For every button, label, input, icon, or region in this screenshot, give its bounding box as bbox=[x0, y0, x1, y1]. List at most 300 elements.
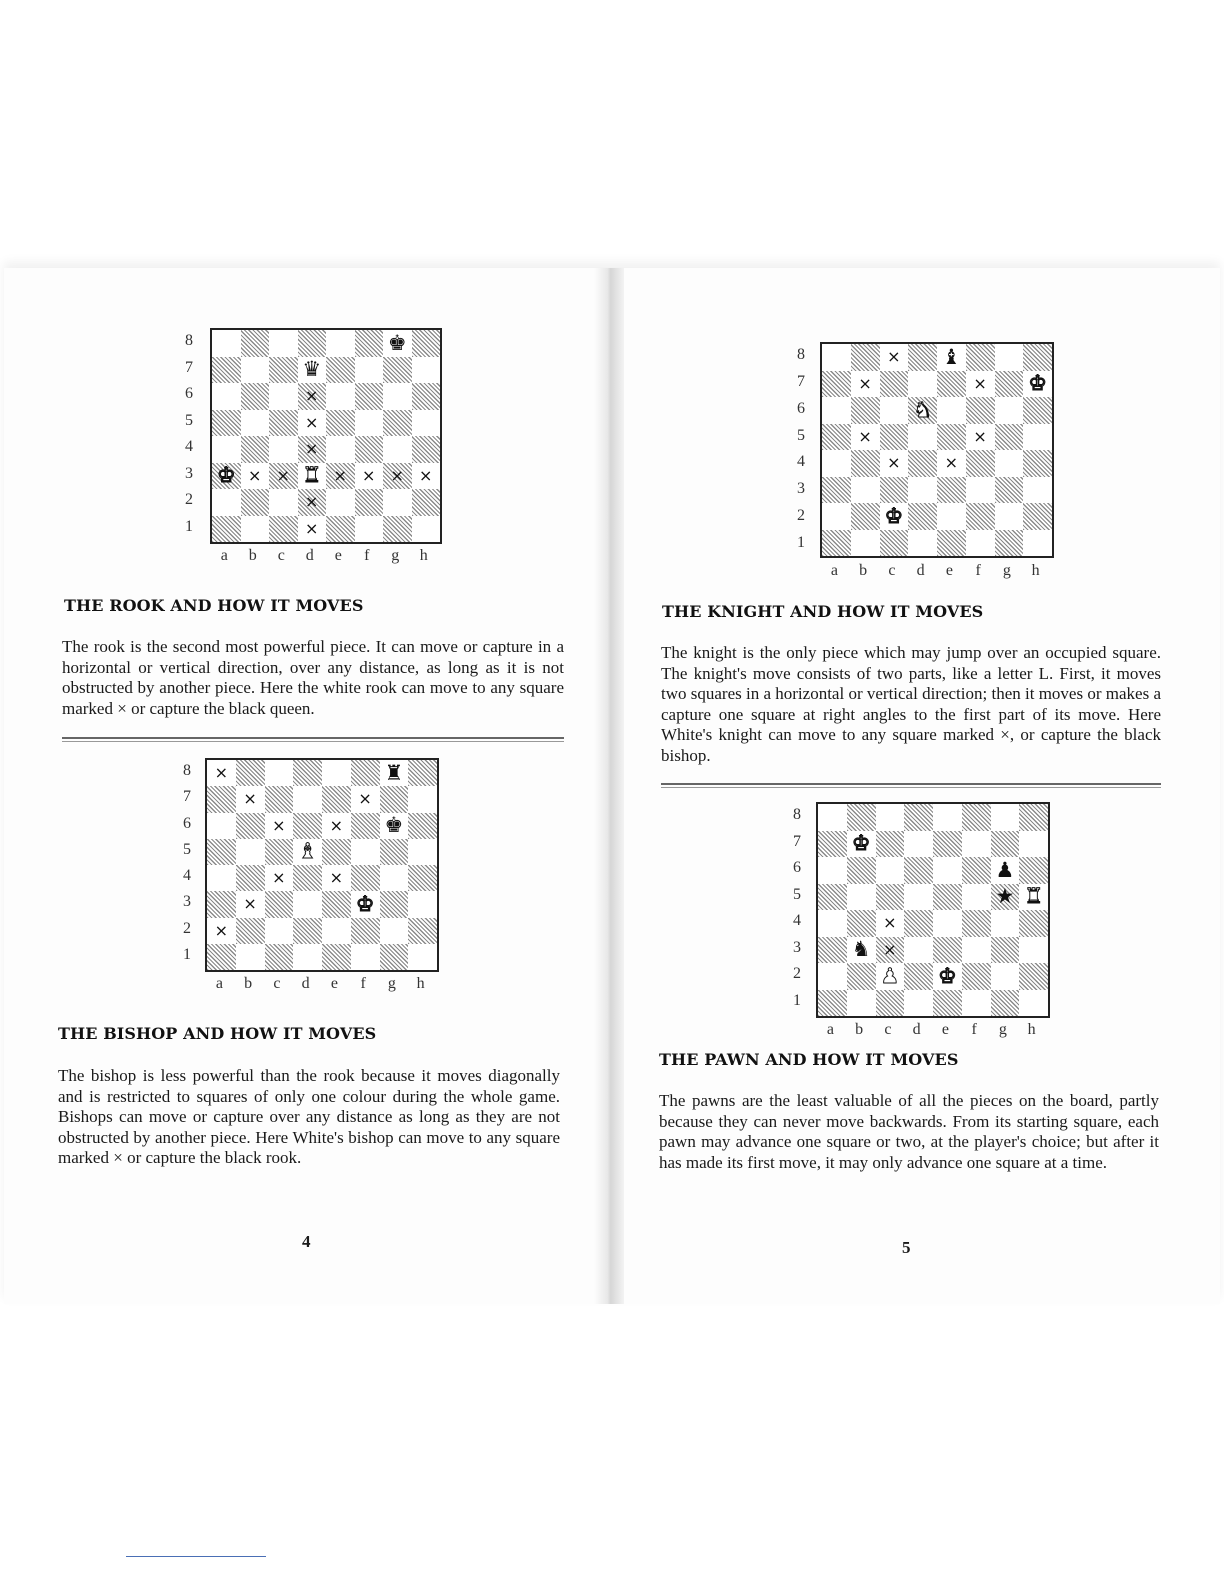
board-square-b5 bbox=[236, 839, 265, 865]
file-label: h bbox=[1027, 1021, 1036, 1038]
board-square-g2 bbox=[995, 503, 1024, 530]
rank-label: 6 bbox=[185, 385, 193, 403]
board-square-d4 bbox=[293, 865, 322, 891]
board-square-c6 bbox=[265, 813, 294, 839]
board-square-e7 bbox=[937, 371, 966, 398]
pawn-rank-labels bbox=[784, 802, 810, 1014]
rank-label: 4 bbox=[183, 867, 191, 885]
board-square-e2 bbox=[326, 489, 355, 516]
file-label: g bbox=[391, 547, 400, 564]
board-square-c6 bbox=[876, 857, 905, 884]
move-mark-icon: × bbox=[858, 373, 872, 393]
board-square-g5 bbox=[995, 424, 1024, 451]
board-square-h3 bbox=[408, 891, 437, 917]
board-square-c6 bbox=[269, 383, 298, 410]
board-square-b5 bbox=[241, 410, 270, 437]
file-label: c bbox=[273, 975, 281, 992]
board-square-f5 bbox=[962, 884, 991, 911]
board-square-h2 bbox=[1023, 503, 1052, 530]
star-marker-icon: ★ bbox=[995, 884, 1015, 909]
board-square-e7 bbox=[322, 786, 351, 812]
board-square-d8 bbox=[293, 760, 322, 786]
rank-label: 2 bbox=[793, 965, 801, 983]
move-mark-icon: × bbox=[858, 426, 872, 446]
board-square-f3 bbox=[966, 477, 995, 504]
move-mark-icon: × bbox=[329, 868, 344, 888]
board-square-a4 bbox=[822, 450, 851, 477]
board-square-g7 bbox=[995, 371, 1024, 398]
board-square-e6 bbox=[322, 813, 351, 839]
board-square-e2 bbox=[937, 503, 966, 530]
board-square-f2 bbox=[962, 963, 991, 990]
board-square-g3 bbox=[991, 937, 1020, 964]
board-square-g8 bbox=[995, 344, 1024, 371]
board-square-c4 bbox=[876, 910, 905, 937]
board-square-e8 bbox=[937, 344, 966, 371]
board-square-h4 bbox=[1023, 450, 1052, 477]
knight-paragraph: The knight is the only piece which may jump over an occupied square. The knight's move consists of two parts, like a letter L. First, it moves two squares in a horizontal or vertical direction; then it moves or makes a capture one square at right angles to the first part of its move. Here White's knight can move to any square marked ×, or capture the black bishop. bbox=[661, 643, 1161, 765]
bishop-diagram bbox=[205, 758, 439, 972]
rank-label: 7 bbox=[797, 373, 805, 391]
white-rook-icon: ♜ bbox=[302, 463, 322, 488]
rank-label: 5 bbox=[185, 411, 193, 429]
rank-label: 8 bbox=[797, 346, 805, 364]
board-square-b7 bbox=[851, 371, 880, 398]
rank-label: 2 bbox=[797, 506, 805, 524]
black-rook-icon: ♜ bbox=[384, 760, 404, 785]
board-square-h7 bbox=[1023, 371, 1052, 398]
board-square-e8 bbox=[326, 330, 355, 357]
rank-label: 5 bbox=[183, 840, 191, 858]
board-square-a7 bbox=[207, 786, 236, 812]
board-square-d5 bbox=[293, 839, 322, 865]
board-square-e1 bbox=[322, 944, 351, 970]
board-square-e6 bbox=[937, 397, 966, 424]
board-square-a7 bbox=[818, 831, 847, 858]
board-square-b7 bbox=[241, 357, 270, 384]
rank-label: 2 bbox=[185, 491, 193, 509]
move-mark-icon: × bbox=[358, 789, 372, 809]
board-square-f2 bbox=[966, 503, 995, 530]
board-square-c2 bbox=[876, 963, 905, 990]
board-square-d2 bbox=[293, 918, 322, 944]
rook-file-labels bbox=[210, 546, 438, 566]
white-king-h7-icon: ♚ bbox=[1028, 371, 1048, 396]
board-square-e3 bbox=[937, 477, 966, 504]
board-square-d1 bbox=[293, 944, 322, 970]
board-square-e6 bbox=[326, 383, 355, 410]
board-square-e4 bbox=[326, 436, 355, 463]
board-square-a8 bbox=[818, 804, 847, 831]
move-mark-icon: × bbox=[973, 426, 987, 446]
board-square-b4 bbox=[847, 910, 876, 937]
file-label: b bbox=[855, 1021, 864, 1038]
rank-label: 1 bbox=[185, 517, 193, 535]
board-square-c1 bbox=[880, 530, 909, 557]
board-square-a5 bbox=[822, 424, 851, 451]
white-rook-icon: ♜ bbox=[1024, 884, 1044, 909]
board-square-e7 bbox=[933, 831, 962, 858]
board-square-h1 bbox=[1019, 990, 1048, 1017]
board-square-h5 bbox=[408, 839, 437, 865]
file-label: a bbox=[830, 562, 838, 579]
board-square-g8 bbox=[380, 760, 409, 786]
board-square-a2 bbox=[822, 503, 851, 530]
board-square-f4 bbox=[962, 910, 991, 937]
board-square-c7 bbox=[269, 357, 298, 384]
board-square-b4 bbox=[236, 865, 265, 891]
board-square-a2 bbox=[212, 489, 241, 516]
board-square-a3 bbox=[212, 463, 241, 490]
board-square-h1 bbox=[1023, 530, 1052, 557]
board-square-g2 bbox=[383, 489, 412, 516]
board-square-e4 bbox=[937, 450, 966, 477]
move-mark-icon: × bbox=[887, 347, 901, 367]
board-square-h4 bbox=[412, 436, 441, 463]
white-king-icon: ♚ bbox=[216, 463, 236, 488]
file-label: e bbox=[941, 1021, 949, 1038]
file-label: b bbox=[244, 975, 253, 992]
board-square-c3 bbox=[269, 463, 298, 490]
board-square-h6 bbox=[408, 813, 437, 839]
board-square-h5 bbox=[412, 410, 441, 437]
board-square-c2 bbox=[880, 503, 909, 530]
board-square-h3 bbox=[1019, 937, 1048, 964]
board-square-g4 bbox=[383, 436, 412, 463]
board-square-h8 bbox=[408, 760, 437, 786]
board-square-d7 bbox=[293, 786, 322, 812]
board-square-h8 bbox=[1019, 804, 1048, 831]
board-square-c5 bbox=[880, 424, 909, 451]
board-square-g4 bbox=[991, 910, 1020, 937]
board-square-d2 bbox=[298, 489, 327, 516]
file-label: e bbox=[334, 547, 342, 564]
knight-file-labels bbox=[820, 561, 1050, 581]
board-square-d3 bbox=[293, 891, 322, 917]
white-knight-icon: ♞ bbox=[913, 397, 933, 422]
board-square-f4 bbox=[966, 450, 995, 477]
board-square-e4 bbox=[933, 910, 962, 937]
board-square-g5 bbox=[383, 410, 412, 437]
board-square-d7 bbox=[298, 357, 327, 384]
board-square-h3 bbox=[412, 463, 441, 490]
move-mark-icon: × bbox=[305, 386, 319, 406]
board-square-g2 bbox=[991, 963, 1020, 990]
rank-label: 7 bbox=[793, 832, 801, 850]
board-square-g3 bbox=[995, 477, 1024, 504]
section-divider-right bbox=[661, 783, 1161, 788]
rank-label: 5 bbox=[793, 885, 801, 903]
board-square-b2 bbox=[847, 963, 876, 990]
page-number-left: 4 bbox=[302, 1232, 311, 1251]
move-mark-icon: × bbox=[973, 373, 987, 393]
board-square-d5 bbox=[908, 424, 937, 451]
board-square-d8 bbox=[908, 344, 937, 371]
blue-underline-mark bbox=[126, 1556, 266, 1557]
rook-rank-labels bbox=[176, 328, 202, 540]
file-label: f bbox=[975, 562, 981, 579]
rank-label: 3 bbox=[185, 464, 193, 482]
rank-label: 2 bbox=[183, 919, 191, 937]
board-square-h1 bbox=[408, 944, 437, 970]
board-square-c7 bbox=[880, 371, 909, 398]
board-square-f1 bbox=[355, 516, 384, 543]
board-square-a6 bbox=[822, 397, 851, 424]
move-mark-icon: × bbox=[390, 465, 404, 485]
board-square-f4 bbox=[355, 436, 384, 463]
file-label: e bbox=[945, 562, 953, 579]
rank-label: 6 bbox=[793, 859, 801, 877]
file-label: b bbox=[248, 547, 257, 564]
board-square-e3 bbox=[322, 891, 351, 917]
board-square-f1 bbox=[962, 990, 991, 1017]
rank-label: 7 bbox=[183, 788, 191, 806]
board-square-a5 bbox=[207, 839, 236, 865]
board-square-b1 bbox=[241, 516, 270, 543]
board-square-f8 bbox=[351, 760, 380, 786]
move-mark-icon: × bbox=[243, 789, 257, 809]
board-square-a1 bbox=[822, 530, 851, 557]
board-square-d3 bbox=[298, 463, 327, 490]
board-square-f7 bbox=[962, 831, 991, 858]
board-square-e5 bbox=[326, 410, 355, 437]
move-mark-icon: × bbox=[305, 412, 319, 432]
board-square-f5 bbox=[355, 410, 384, 437]
rank-label: 1 bbox=[797, 533, 805, 551]
section-divider bbox=[62, 737, 564, 742]
board-square-a8 bbox=[822, 344, 851, 371]
board-square-a6 bbox=[818, 857, 847, 884]
board-square-b6 bbox=[847, 857, 876, 884]
move-mark-icon: × bbox=[243, 894, 257, 914]
black-king-icon: ♚ bbox=[384, 813, 404, 838]
file-label: c bbox=[888, 562, 896, 579]
board-square-a4 bbox=[207, 865, 236, 891]
board-square-c8 bbox=[265, 760, 294, 786]
board-square-d3 bbox=[908, 477, 937, 504]
board-square-g5 bbox=[991, 884, 1020, 911]
board-square-d7 bbox=[904, 831, 933, 858]
rank-label: 3 bbox=[797, 480, 805, 498]
board-square-a3 bbox=[207, 891, 236, 917]
board-square-g6 bbox=[380, 813, 409, 839]
board-square-g1 bbox=[995, 530, 1024, 557]
file-label: g bbox=[387, 975, 396, 992]
board-square-d6 bbox=[293, 813, 322, 839]
rank-label: 4 bbox=[793, 912, 801, 930]
board-square-g7 bbox=[991, 831, 1020, 858]
rank-label: 7 bbox=[185, 358, 193, 376]
board-square-e4 bbox=[322, 865, 351, 891]
board-square-b8 bbox=[851, 344, 880, 371]
board-square-d1 bbox=[908, 530, 937, 557]
rank-label: 6 bbox=[183, 814, 191, 832]
black-pawn-icon: ♟ bbox=[995, 857, 1015, 882]
move-mark-icon: × bbox=[333, 465, 347, 485]
white-king-b7-icon: ♚ bbox=[851, 831, 871, 856]
board-square-a7 bbox=[822, 371, 851, 398]
board-square-h2 bbox=[412, 489, 441, 516]
board-square-h4 bbox=[408, 865, 437, 891]
board-square-b8 bbox=[847, 804, 876, 831]
book-gutter bbox=[594, 268, 624, 1304]
black-queen-icon: ♛ bbox=[302, 357, 322, 382]
board-square-b1 bbox=[236, 944, 265, 970]
board-square-g6 bbox=[383, 383, 412, 410]
board-square-h3 bbox=[1023, 477, 1052, 504]
move-mark-icon: × bbox=[305, 492, 319, 512]
rook-heading: THE ROOK AND HOW IT MOVES bbox=[64, 596, 364, 615]
board-square-f8 bbox=[355, 330, 384, 357]
board-square-h7 bbox=[412, 357, 441, 384]
board-square-g5 bbox=[380, 839, 409, 865]
knight-rank-labels bbox=[788, 342, 814, 556]
board-square-c8 bbox=[880, 344, 909, 371]
board-square-b2 bbox=[851, 503, 880, 530]
board-square-e1 bbox=[326, 516, 355, 543]
board-square-d2 bbox=[908, 503, 937, 530]
board-square-c5 bbox=[265, 839, 294, 865]
board-square-f4 bbox=[351, 865, 380, 891]
board-square-f2 bbox=[355, 489, 384, 516]
board-square-d2 bbox=[904, 963, 933, 990]
file-label: d bbox=[912, 1021, 921, 1038]
move-mark-icon: × bbox=[883, 913, 897, 933]
board-square-h4 bbox=[1019, 910, 1048, 937]
pawn-paragraph: The pawns are the least valuable of all the pieces on the board, partly because they can never move backwards. From its starting square, each pawn may advance one square or two, at the player's choice; but after it has made its first move, it may only advance one square at a time. bbox=[659, 1091, 1159, 1172]
white-king-icon: ♚ bbox=[355, 891, 375, 916]
board-square-a6 bbox=[212, 383, 241, 410]
board-square-f6 bbox=[962, 857, 991, 884]
rook-diagram bbox=[210, 328, 442, 544]
rook-paragraph: The rook is the second most powerful piece. It can move or capture in a horizontal or vertical direction, over any distance, as long as it is not obstructed by another piece. Here the white rook can move to any square marked × or capture the black queen. bbox=[62, 637, 564, 718]
rank-label: 8 bbox=[183, 762, 191, 780]
board-square-d8 bbox=[904, 804, 933, 831]
pawn-diagram bbox=[816, 802, 1050, 1018]
rank-label: 1 bbox=[183, 945, 191, 963]
board-square-c2 bbox=[265, 918, 294, 944]
file-label: g bbox=[1002, 562, 1011, 579]
board-square-b7 bbox=[236, 786, 265, 812]
board-square-d7 bbox=[908, 371, 937, 398]
board-square-b1 bbox=[851, 530, 880, 557]
bishop-paragraph: The bishop is less powerful than the rook because it moves diagonally and is restricted to squares of only one colour during the whole game. Bishops can move or capture over any distance as long as they are not obstructed by another piece. Here White's bishop can move to any square marked × or capture the black rook. bbox=[58, 1066, 560, 1168]
board-square-h7 bbox=[408, 786, 437, 812]
file-label: a bbox=[215, 975, 223, 992]
board-square-b3 bbox=[851, 477, 880, 504]
board-square-g8 bbox=[991, 804, 1020, 831]
move-mark-icon: × bbox=[883, 939, 897, 959]
move-mark-icon: × bbox=[305, 518, 319, 538]
board-square-a2 bbox=[818, 963, 847, 990]
rank-label: 8 bbox=[185, 332, 193, 350]
move-mark-icon: × bbox=[887, 453, 901, 473]
file-label: f bbox=[360, 975, 366, 992]
move-mark-icon: × bbox=[419, 465, 433, 485]
board-square-f1 bbox=[351, 944, 380, 970]
board-square-c7 bbox=[876, 831, 905, 858]
rank-label: 8 bbox=[793, 806, 801, 824]
board-square-g4 bbox=[995, 450, 1024, 477]
board-square-c4 bbox=[880, 450, 909, 477]
rank-label: 1 bbox=[793, 991, 801, 1009]
board-square-d6 bbox=[904, 857, 933, 884]
file-label: c bbox=[277, 547, 285, 564]
board-square-a4 bbox=[818, 910, 847, 937]
board-square-b5 bbox=[851, 424, 880, 451]
board-square-b2 bbox=[241, 489, 270, 516]
rank-label: 4 bbox=[797, 453, 805, 471]
knight-heading: THE KNIGHT AND HOW IT MOVES bbox=[662, 602, 984, 621]
file-label: h bbox=[1031, 562, 1040, 579]
file-label: a bbox=[826, 1021, 834, 1038]
bishop-rank-labels bbox=[174, 758, 200, 968]
move-mark-icon: × bbox=[272, 868, 286, 888]
board-square-b3 bbox=[236, 891, 265, 917]
board-square-c8 bbox=[876, 804, 905, 831]
board-square-g4 bbox=[380, 865, 409, 891]
move-mark-icon: × bbox=[329, 815, 344, 835]
board-square-e5 bbox=[933, 884, 962, 911]
board-square-f3 bbox=[962, 937, 991, 964]
white-bishop-icon: ♝ bbox=[298, 839, 318, 864]
board-square-b6 bbox=[241, 383, 270, 410]
board-square-g7 bbox=[383, 357, 412, 384]
board-square-e5 bbox=[937, 424, 966, 451]
board-square-a5 bbox=[818, 884, 847, 911]
board-square-d1 bbox=[904, 990, 933, 1017]
board-square-a7 bbox=[212, 357, 241, 384]
board-square-f3 bbox=[355, 463, 384, 490]
board-square-f7 bbox=[351, 786, 380, 812]
file-label: a bbox=[220, 547, 228, 564]
board-square-b6 bbox=[851, 397, 880, 424]
rank-label: 4 bbox=[185, 438, 193, 456]
board-square-a2 bbox=[207, 918, 236, 944]
board-square-a4 bbox=[212, 436, 241, 463]
move-mark-icon: × bbox=[248, 465, 262, 485]
board-square-c1 bbox=[876, 990, 905, 1017]
board-square-e8 bbox=[933, 804, 962, 831]
board-square-h7 bbox=[1019, 831, 1048, 858]
rank-label: 3 bbox=[793, 938, 801, 956]
file-label: h bbox=[416, 975, 425, 992]
move-mark-icon: × bbox=[214, 920, 229, 940]
board-square-b3 bbox=[847, 937, 876, 964]
board-square-e2 bbox=[933, 963, 962, 990]
board-square-h5 bbox=[1019, 884, 1048, 911]
board-square-g2 bbox=[380, 918, 409, 944]
board-square-c4 bbox=[269, 436, 298, 463]
board-square-h6 bbox=[1023, 397, 1052, 424]
white-king-icon: ♚ bbox=[884, 503, 904, 528]
board-square-h5 bbox=[1023, 424, 1052, 451]
rank-label: 3 bbox=[183, 893, 191, 911]
board-square-g7 bbox=[380, 786, 409, 812]
board-square-a3 bbox=[818, 937, 847, 964]
file-label: e bbox=[330, 975, 338, 992]
board-square-h6 bbox=[412, 383, 441, 410]
move-mark-icon: × bbox=[272, 815, 286, 835]
board-square-e1 bbox=[937, 530, 966, 557]
board-square-a3 bbox=[822, 477, 851, 504]
file-label: g bbox=[998, 1021, 1007, 1038]
board-square-g3 bbox=[383, 463, 412, 490]
board-square-g6 bbox=[995, 397, 1024, 424]
board-square-b8 bbox=[236, 760, 265, 786]
board-square-d8 bbox=[298, 330, 327, 357]
board-square-a5 bbox=[212, 410, 241, 437]
